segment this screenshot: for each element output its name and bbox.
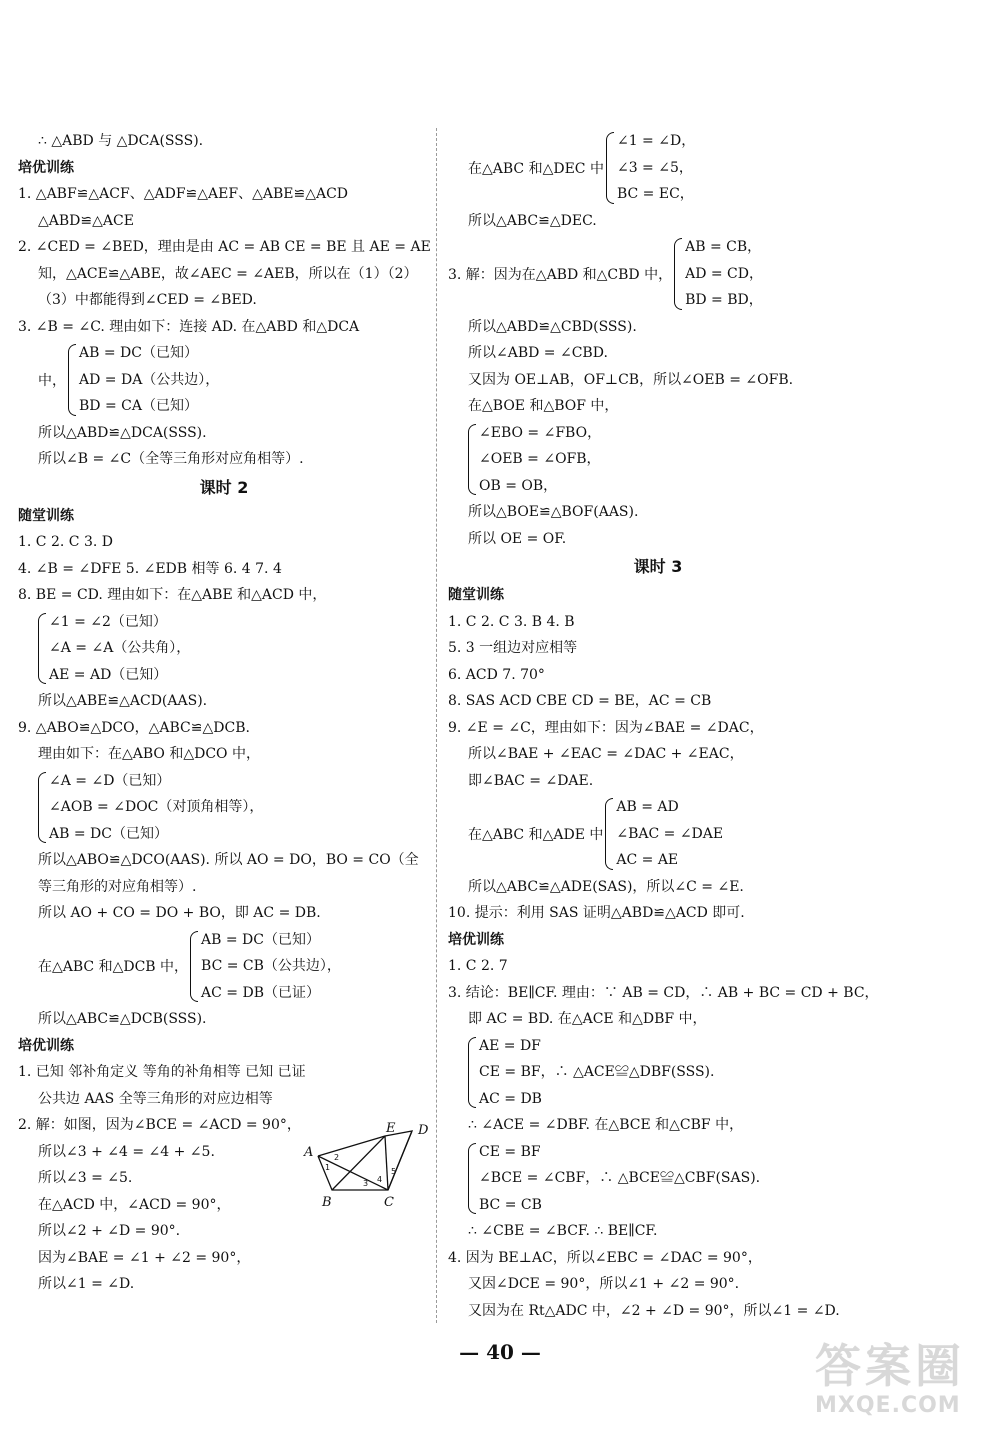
system-prefix: 在△ABC 和△ADE 中 [468,826,604,843]
system-line: ∠BCE = ∠CBF，∴ △BCE≌△CBF(SAS). [479,1170,761,1186]
system-line: BD = CA（已知） [79,398,198,414]
section-heading: 随堂训练 [448,587,504,603]
column-divider [436,128,437,1323]
right-column [448,128,879,1324]
system-prefix: 3. 解：因为在△ABD 和△CBD 中， [448,266,673,283]
system-line: ∠3 = ∠5， [616,159,693,176]
section-heading: 培优训练 [18,159,74,176]
text-line: 所以△ABD≌△CBD(SSS). [468,318,637,335]
system-line: ∠1 = ∠2（已知） [49,613,167,630]
text-line: 所以∠BAE + ∠EAC = ∠DAC + ∠EAC， [468,746,744,762]
label-b: B [322,1195,332,1210]
equation-system [18,927,430,1007]
watermark-logo [815,1340,995,1435]
answer-item: 2. ∠CED = ∠BED，理由是由 AC = AB CE = BE 且 AE = AE [18,239,431,255]
text-line: 所以∠B = ∠C（全等三角形对应角相等）. [38,451,304,467]
text-line: 所以△ABC≌△DEC. [468,212,597,229]
equation-system [448,1139,868,1219]
brace-icon [606,132,614,204]
lesson-title: 课时 2 [199,477,249,497]
text-line: 所以 OE = OF. [468,530,567,547]
answer-item: 1. C 2. C 3. D [18,534,113,550]
label-e: E [386,1121,396,1136]
text-line: 在△ACD 中，∠ACD = 90°， [38,1196,231,1213]
system-line: AC = AE [616,852,679,868]
text-line: 知，△ACE≌△ABE，故∠AEC = ∠AEB，所以在（1）（2） [38,265,418,282]
geometry-figure [300,1118,440,1218]
system-line: ∠1 = ∠D， [616,133,696,149]
answer-item: 9. ∠E = ∠C，理由如下：因为∠BAE = ∠DAC， [448,719,764,736]
answer-item: 4. 因为 BE⊥AC，所以∠EBC = ∠DAC = 90°， [448,1249,762,1266]
answer-item: 6. ACD 7. 70° [448,666,545,683]
label-a: A [304,1145,314,1160]
watermark-url: MXQE.COM [815,1393,961,1418]
brace-icon [68,344,76,416]
watermark-text: 答案圈 [815,1339,965,1393]
answer-item: 5. 3 一组边对应相等 [448,640,578,656]
system-line: ∠A = ∠D（已知） [49,772,171,789]
answer-item: 8. BE = CD. 理由如下：在△ABE 和△ACD 中， [18,587,327,603]
equation-system [448,234,868,314]
equation-system [18,340,430,420]
brace-icon [605,798,613,870]
text-line: 所以∠2 + ∠D = 90°. [38,1223,181,1239]
segment-ac [318,1156,388,1190]
equation-system [18,609,430,689]
answer-item: 1. C 2. C 3. B 4. B [448,613,575,630]
text-line: 所以△ABO≌△DCO(AAS). 所以 AO = DO，BO = CO（全 [38,852,419,868]
text-line: 在△BOE 和△BOF 中， [468,398,619,414]
answer-item: 1. C 2. 7 [448,958,508,974]
equation-system [448,420,868,500]
equation-system [18,768,430,848]
system-prefix: 在△ABC 和△DCB 中， [38,959,189,976]
system-prefix: 中， [38,372,66,389]
answer-item: 1. △ABF≌△ACF、△ADF≌△AEF、△ABE≌△ACD [18,186,349,202]
text-line: 又因∠DCE = 90°，所以∠1 + ∠2 = 90°. [468,1276,740,1292]
text-line: 即∠BAC = ∠DAE. [468,772,594,789]
answer-item: 10. 提示：利用 SAS 证明△ABD≌△ACD 即可. [448,905,745,921]
text-line: 等三角形的对应角相等）. [38,878,197,895]
text-line: 所以 AO + CO = DO + BO，即 AC = DB. [38,905,321,921]
angle-label-3: 3 [363,1179,369,1188]
lesson-title: 课时 3 [633,557,683,576]
text-line: （3）中都能得到∠CED = ∠BED. [38,292,257,308]
text-line: 因为∠BAE = ∠1 + ∠2 = 90°， [38,1249,251,1266]
system-line: AC = DB（已证） [201,984,320,1001]
system-line: AB = CB， [685,239,762,255]
brace-icon [38,772,46,844]
system-line: OB = OB， [479,477,558,494]
equation-system [448,794,868,874]
text-line: 所以∠1 = ∠D. [38,1276,135,1292]
system-line: AD = CD， [685,265,763,282]
text-line: 所以△ABC≌△ADE(SAS)，所以∠C = ∠E. [468,878,744,895]
system-line: ∠AOB = ∠DOC（对顶角相等）， [49,799,264,815]
label-c: C [384,1195,394,1210]
angle-label-5: 5 [391,1167,397,1176]
brace-icon [468,1143,476,1215]
angle-label-2: 2 [334,1153,340,1162]
system-prefix: 在△ABC 和△DEC 中 [468,160,604,177]
equation-system [448,1033,868,1113]
system-line: AD = DA（公共边）， [79,371,220,388]
answer-item: 3. ∠B = ∠C. 理由如下：连接 AD. 在△ABD 和△DCA [18,318,360,335]
system-line: BD = BD， [685,292,763,308]
text-line: 所以△ABE≌△ACD(AAS). [38,693,208,709]
angle-label-1: 1 [325,1163,331,1172]
answer-item: 8. SAS ACD CBE CD = BE，AC = CB [448,693,712,709]
text-line: ∴ △ABD 与 △DCA(SSS). [38,133,204,149]
text-line: 公共边 AAS 全等三角形的对应边相等 [38,1090,273,1107]
system-line: BC = CB（公共边）， [201,958,341,974]
section-heading: 培优训练 [18,1037,74,1054]
section-heading: 随堂训练 [18,507,74,524]
answer-item: 2. 解：如图，因为∠BCE = ∠ACD = 90°， [18,1117,301,1133]
system-line: AB = AD [616,799,679,815]
system-line: ∠A = ∠A（公共角）， [49,640,191,656]
segment-cd [388,1131,412,1190]
brace-icon [468,424,476,496]
brace-icon [190,931,198,1003]
text-line: 又因为 OE⊥AB，OF⊥CB，所以∠OEB = ∠OFB. [468,371,794,388]
label-d: D [418,1123,429,1138]
text-line: 所以∠ABD = ∠CBD. [468,345,608,361]
text-line: 所以△ABC≌△DCB(SSS). [38,1011,207,1027]
system-line: ∠OEB = ∠OFB， [479,451,601,467]
system-line: AB = DC（已知） [49,825,168,842]
text-line: ∴ ∠CBE = ∠BCF. ∴ BE∥CF. [468,1223,658,1239]
system-line: ∠EBO = ∠FBO， [479,424,602,441]
section-heading: 培优训练 [448,931,504,948]
text-line: △ABD≌△ACE [38,212,134,229]
segment-ec [385,1136,388,1190]
system-line: CE = BF，∴ △ACE≌△DBF(SSS). [479,1064,715,1080]
text-line: 即 AC = BD. 在△ACE 和△DBF 中， [468,1011,707,1027]
system-line: CE = BF [479,1143,541,1160]
answer-item: 4. ∠B = ∠DFE 5. ∠EDB 相等 6. 4 7. 4 [18,560,282,577]
brace-icon [468,1037,476,1109]
answer-item: 9. △ABO≌△DCO，△ABC≌△DCB. [18,719,250,736]
answer-item: 3. 结论：BE∥CF. 理由：∵ AB = CD，∴ AB + BC = CD + BC， [448,984,879,1001]
system-line: BC = EC， [616,186,694,202]
text-line: 所以△ABD≌△DCA(SSS). [38,424,207,441]
system-line: AE = DF [479,1037,541,1054]
text-line: 又因为在 Rt△ADC 中，∠2 + ∠D = 90°，所以∠1 = ∠D. [468,1302,840,1319]
system-line: AB = DC（已知） [201,931,320,948]
brace-icon [38,613,46,685]
text-line: ∴ ∠ACE = ∠DBF. 在△BCE 和△CBF 中， [468,1117,744,1133]
system-line: AB = DC（已知） [79,345,198,361]
system-line: AE = AD（已知） [49,666,168,683]
answer-item: 1. 已知 邻补角定义 等角的补角相等 已知 已证 [18,1064,306,1080]
equation-system [448,128,868,208]
page-number: — 40 — [459,1340,541,1364]
system-line: ∠BAC = ∠DAE [616,825,724,842]
angle-label-4: 4 [377,1175,383,1184]
system-line: AC = DB [479,1090,542,1107]
brace-icon [674,238,682,310]
text-line: 理由如下：在△ABO 和△DCO 中， [38,746,260,762]
text-line: 所以∠3 + ∠4 = ∠4 + ∠5. [38,1143,215,1160]
text-line: 所以∠3 = ∠5. [38,1170,133,1186]
system-line: BC = CB [479,1196,542,1213]
text-line: 所以△BOE≌△BOF(AAS). [468,504,639,520]
